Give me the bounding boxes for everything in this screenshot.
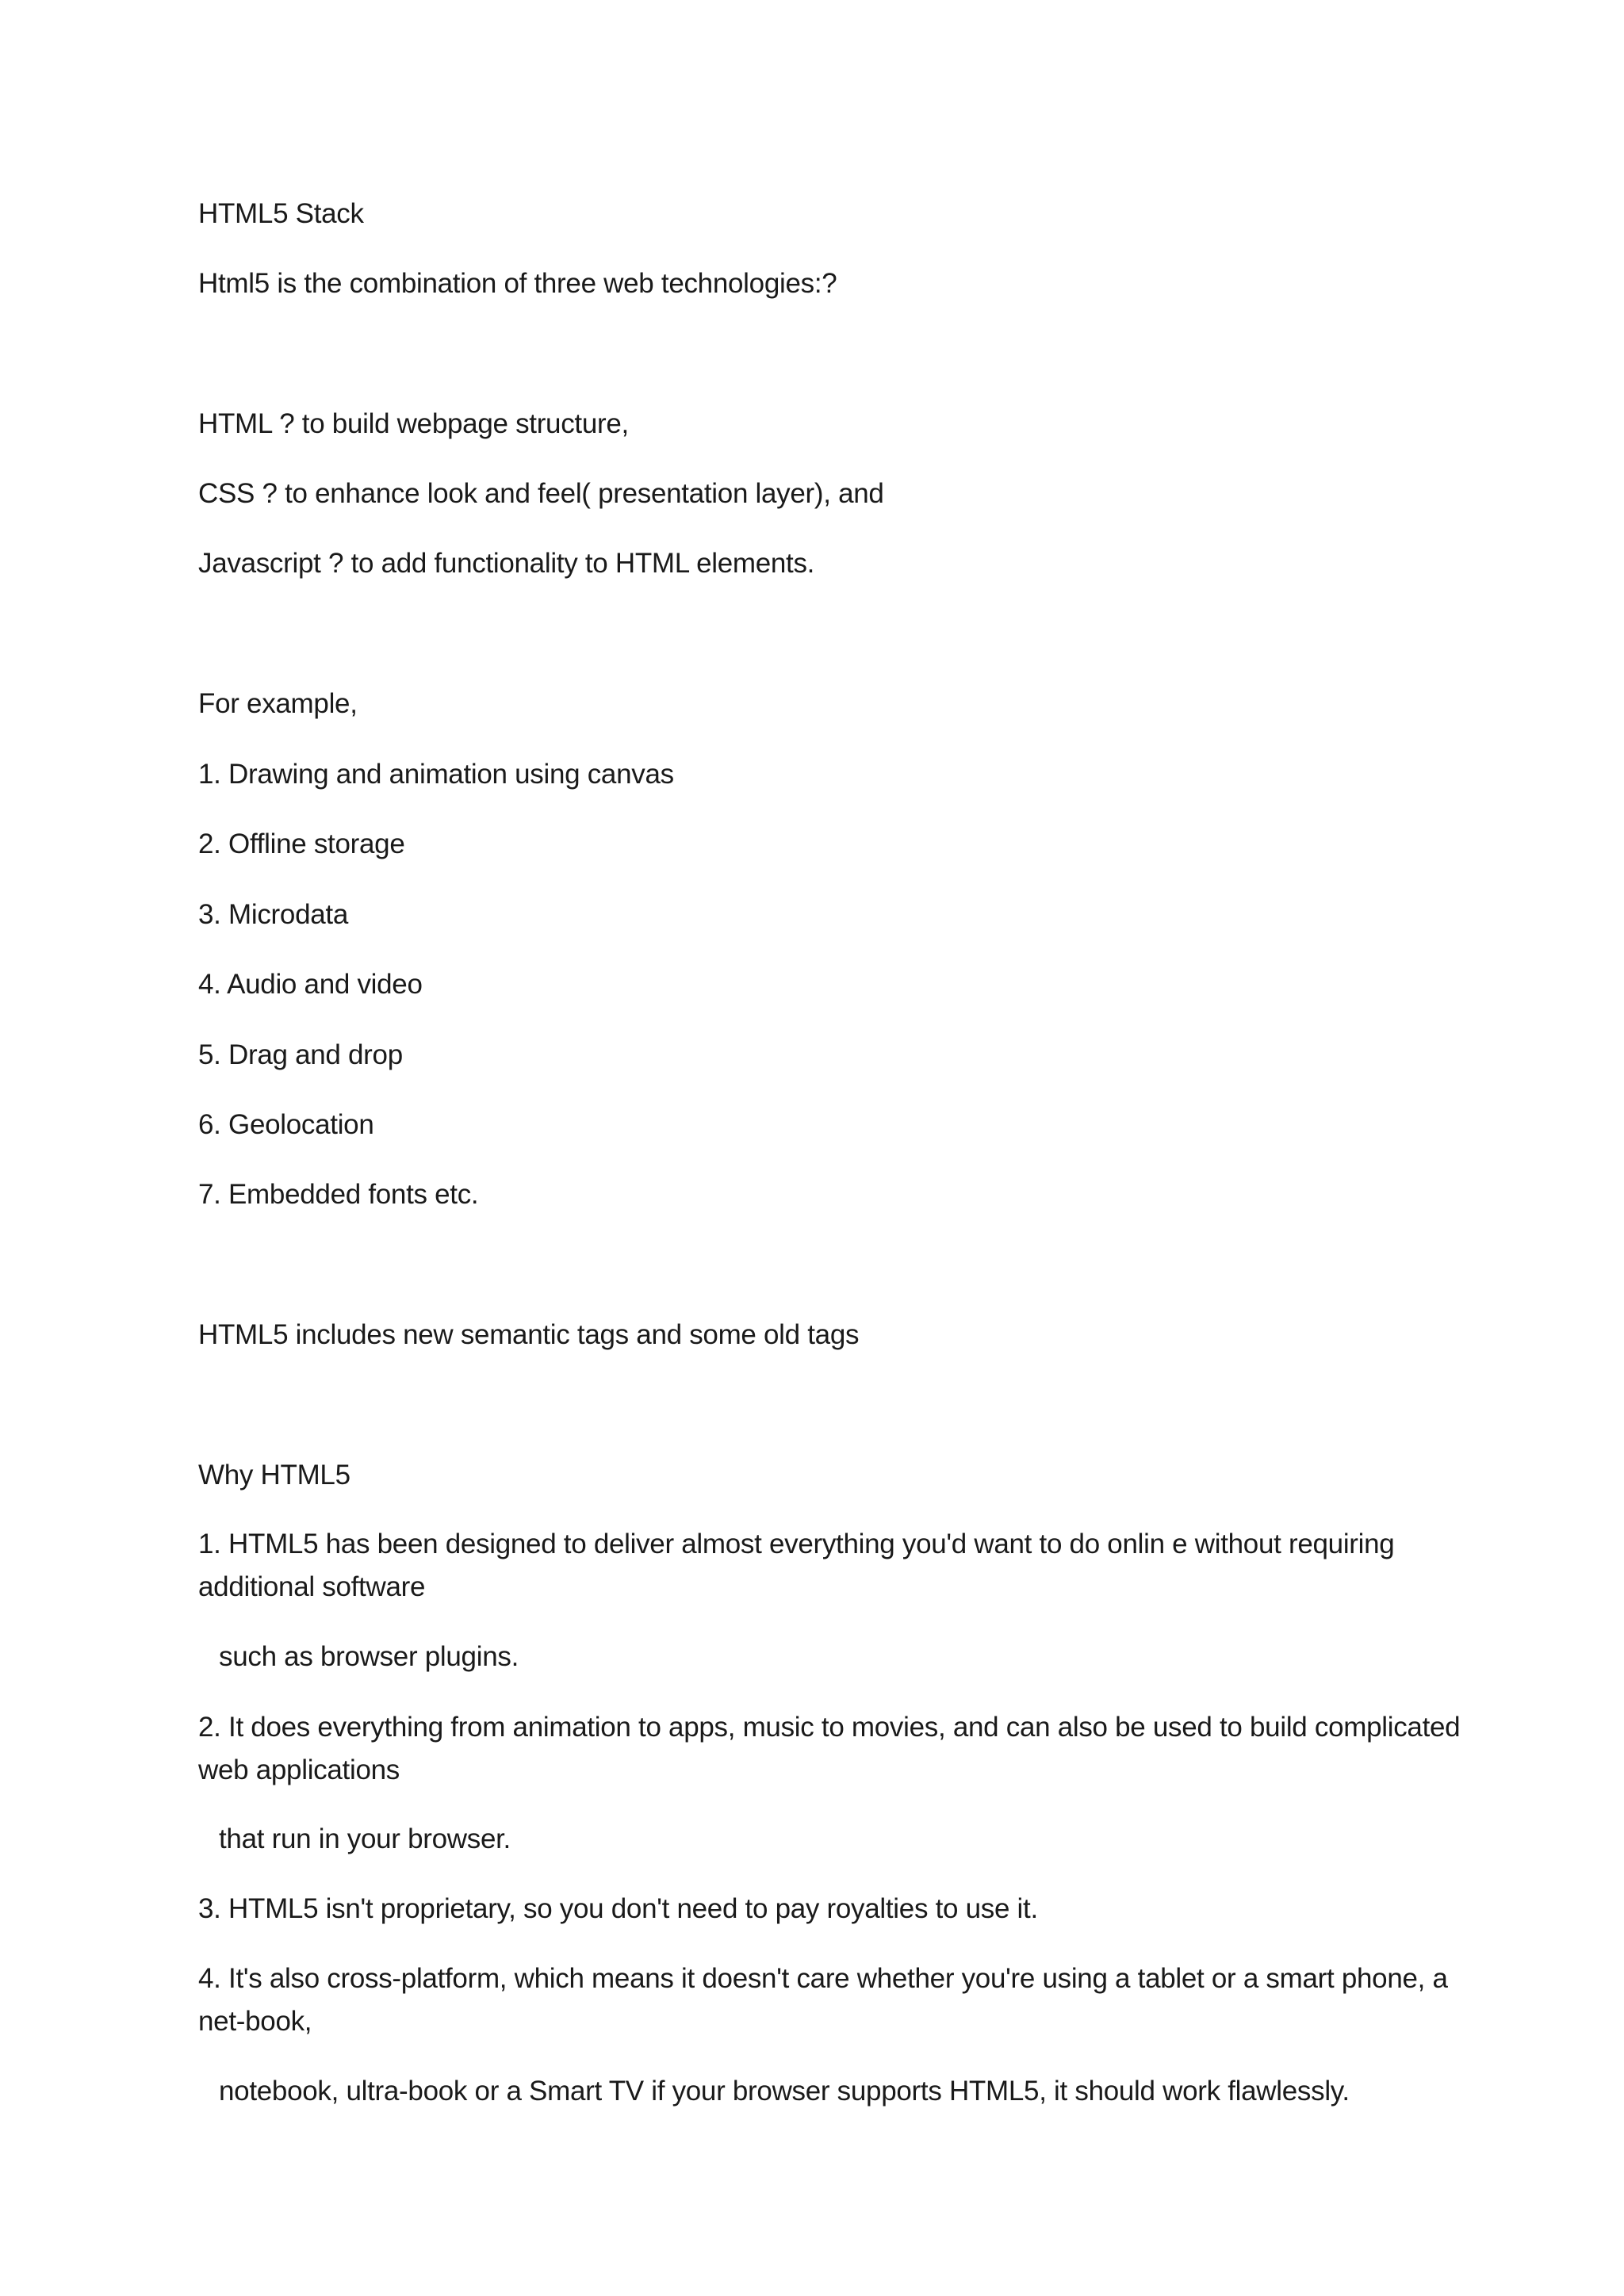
example-item: 5. Drag and drop [198, 1039, 403, 1070]
reason-item: 4. It's also cross-platform, which means it doesn't care whether you're using a tablet or a smart phone, a net-book, [198, 1963, 1448, 2037]
technology-javascript: Javascript ? to add functionality to HTML elements. [198, 548, 815, 579]
reason-continuation: notebook, ultra-book or a Smart TV if your browser supports HTML5, it should work flawlessly. [219, 2076, 1350, 2107]
example-heading: For example, [198, 688, 358, 719]
reason-item: 1. HTML5 has been designed to deliver almost everything you'd want to do onlin e without requiring additional software [198, 1529, 1395, 1602]
why-heading: Why HTML5 [198, 1460, 350, 1490]
reason-continuation: that run in your browser. [219, 1823, 511, 1854]
intro-text: Html5 is the combination of three web technologies:? [198, 268, 837, 299]
example-item: 7. Embedded fonts etc. [198, 1179, 479, 1210]
reason-continuation: such as browser plugins. [219, 1641, 519, 1672]
semantic-note: HTML5 includes new semantic tags and some old tags [198, 1319, 860, 1350]
example-item: 4. Audio and video [198, 969, 423, 1000]
document-title: HTML5 Stack [198, 198, 364, 229]
example-item: 6. Geolocation [198, 1109, 374, 1140]
example-item: 3. Microdata [198, 899, 348, 930]
example-item: 2. Offline storage [198, 828, 405, 859]
example-item: 1. Drawing and animation using canvas [198, 759, 674, 790]
technology-css: CSS ? to enhance look and feel( presentation layer), and [198, 478, 884, 509]
technology-html: HTML ? to build webpage structure, [198, 408, 629, 439]
reason-item: 2. It does everything from animation to apps, music to movies, and can also be used to build complicated web applications [198, 1712, 1461, 1785]
reason-item: 3. HTML5 isn't proprietary, so you don't need to pay royalties to use it. [198, 1893, 1038, 1924]
